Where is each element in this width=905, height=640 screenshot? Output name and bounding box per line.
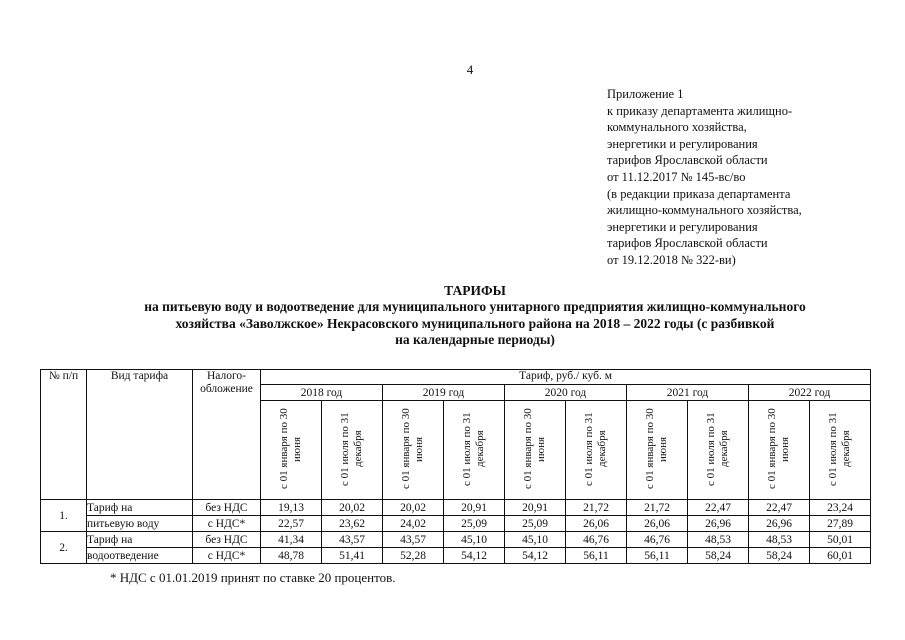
- appendix-line: энергетики и регулирования: [607, 136, 758, 151]
- table-row: [41, 500, 871, 516]
- row-number: 1.: [41, 500, 87, 532]
- appendix-note: [607, 86, 897, 269]
- period-header: с 01 января по 30 июня: [766, 408, 791, 489]
- tariff-value: 46,76: [566, 532, 627, 548]
- header-tariff-type: Вид тарифа: [87, 370, 193, 500]
- tariff-value: 22,47: [688, 500, 749, 516]
- tariff-value: 20,02: [322, 500, 383, 516]
- tariff-value: 52,28: [383, 548, 444, 564]
- tariff-value: 26,96: [688, 516, 749, 532]
- appendix-line: Приложение 1: [607, 87, 684, 101]
- appendix-line: тарифов Ярославской области: [607, 153, 768, 168]
- tariff-value: 21,72: [566, 500, 627, 516]
- page-number: 4: [466, 62, 474, 77]
- vat-label: с НДС*: [193, 516, 261, 532]
- tariff-value: 58,24: [749, 548, 810, 564]
- tariff-value: 43,57: [322, 532, 383, 548]
- tariff-value: 41,34: [261, 532, 322, 548]
- year-header: 2020 год: [505, 385, 627, 401]
- appendix-line: от 11.12.2017 № 145-вс/во: [607, 169, 746, 184]
- tariff-value: 48,53: [749, 532, 810, 548]
- tariff-value: 54,12: [505, 548, 566, 564]
- appendix-line: от 19.12.2018 № 322-ви): [607, 252, 736, 267]
- appendix-line: тарифов Ярославской области: [607, 236, 768, 251]
- tariff-value: 26,06: [627, 516, 688, 532]
- tariff-value: 25,09: [444, 516, 505, 532]
- tariff-value: 20,91: [505, 500, 566, 516]
- tariff-value: 24,02: [383, 516, 444, 532]
- period-header: с 01 июля по 31 декабря: [339, 411, 364, 486]
- tariff-value: 46,76: [627, 532, 688, 548]
- tariff-name: питьевую воду: [87, 516, 193, 532]
- appendix-line: жилищно-коммунального хозяйства,: [607, 203, 802, 218]
- year-header: 2019 год: [383, 385, 505, 401]
- appendix-line: энергетики и регулирования: [607, 219, 758, 234]
- tariff-value: 48,78: [261, 548, 322, 564]
- tariff-value: 56,11: [566, 548, 627, 564]
- table-row: [41, 548, 871, 564]
- row-number: 2.: [41, 532, 87, 564]
- header-taxation: Налого-обложение: [193, 370, 261, 500]
- tariff-value: 22,57: [261, 516, 322, 532]
- tariff-value: 19,13: [261, 500, 322, 516]
- tariff-value: 23,24: [810, 500, 871, 516]
- tariff-value: 26,96: [749, 516, 810, 532]
- tariff-value: 22,47: [749, 500, 810, 516]
- header-tariff-unit: Тариф, руб./ куб. м: [261, 370, 871, 385]
- year-header: 2018 год: [261, 385, 383, 401]
- title-line: на питьевую воду и водоотведение для муниципального унитарного предприятия жилищно-коммунального: [144, 299, 806, 315]
- period-header: с 01 января по 30 июня: [278, 408, 303, 489]
- tariff-value: 51,41: [322, 548, 383, 564]
- tariff-value: 20,02: [383, 500, 444, 516]
- tariff-value: 45,10: [444, 532, 505, 548]
- appendix-line: (в редакции приказа департамента: [607, 186, 791, 201]
- year-header: 2021 год: [627, 385, 749, 401]
- period-header: с 01 июля по 31 декабря: [583, 411, 608, 486]
- period-header: с 01 января по 30 июня: [400, 408, 425, 489]
- appendix-line: коммунального хозяйства,: [607, 120, 747, 135]
- tariff-value: 20,91: [444, 500, 505, 516]
- tariff-value: 45,10: [505, 532, 566, 548]
- vat-footnote: * НДС с 01.01.2019 принят по ставке 20 процентов.: [110, 570, 396, 585]
- tariff-name: Тариф на: [87, 500, 193, 516]
- period-header: с 01 июля по 31 декабря: [827, 411, 853, 486]
- tariff-value: 58,24: [688, 548, 749, 564]
- header-num: № п/п: [41, 370, 87, 500]
- tariff-value: 43,57: [383, 532, 444, 548]
- table-row: [41, 516, 871, 532]
- tariff-value: 54,12: [444, 548, 505, 564]
- document-title: [40, 283, 905, 349]
- title-heading: ТАРИФЫ: [444, 283, 506, 298]
- tariff-value: 56,11: [627, 548, 688, 564]
- tariff-value: 25,09: [505, 516, 566, 532]
- tariff-value: 27,89: [810, 516, 871, 532]
- title-line: хозяйства «Заволжское» Некрасовского муниципального района на 2018 – 2022 годы (с разбивкой: [175, 315, 775, 331]
- appendix-line: к приказу департамента жилищно-: [607, 103, 793, 118]
- period-header: с 01 июля по 31 декабря: [705, 411, 730, 486]
- tariff-value: 48,53: [688, 532, 749, 548]
- vat-label: без НДС: [193, 532, 261, 548]
- tariff-value: 60,01: [810, 548, 871, 564]
- tariff-value: 26,06: [566, 516, 627, 532]
- title-line: на календарные периоды): [395, 332, 555, 348]
- period-header: с 01 января по 30 июня: [522, 408, 547, 489]
- tariff-value: 23,62: [322, 516, 383, 532]
- period-header: с 01 января по 30 июня: [644, 408, 669, 489]
- tariff-name: Тариф на: [87, 532, 193, 548]
- period-header: с 01 июля по 31 декабря: [461, 411, 486, 486]
- tariff-name: водоотведение: [87, 548, 193, 564]
- tariff-value: 21,72: [627, 500, 688, 516]
- vat-label: без НДС: [193, 500, 261, 516]
- table-row: [41, 532, 871, 548]
- tariff-table: [40, 369, 871, 564]
- vat-label: с НДС*: [193, 548, 261, 564]
- tariff-value: 50,01: [810, 532, 871, 548]
- year-header: 2022 год: [749, 385, 871, 401]
